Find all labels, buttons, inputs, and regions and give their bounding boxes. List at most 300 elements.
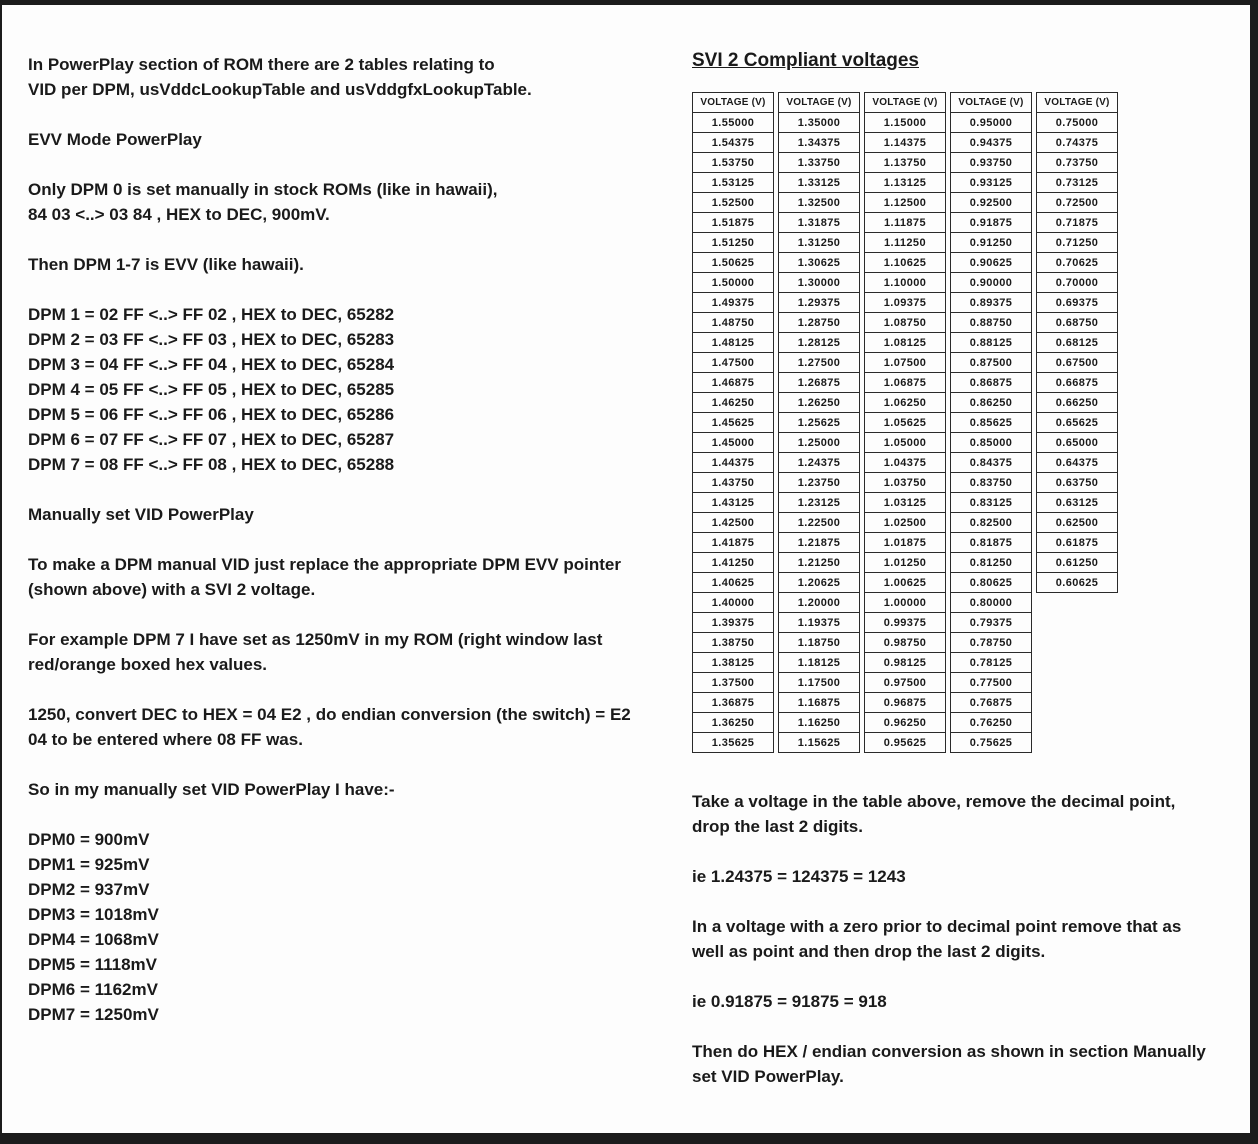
table-row xyxy=(779,613,860,633)
voltage-cell: 1.22500 xyxy=(779,513,860,533)
voltage-cell: 0.73125 xyxy=(1037,173,1118,193)
table-row xyxy=(779,293,860,313)
table-row xyxy=(1037,353,1118,373)
left-paragraph-4-line-5: DPM 6 = 07 FF <..> FF 07 , HEX to DEC, 65287 xyxy=(28,430,395,449)
voltage-cell: 0.92500 xyxy=(951,193,1032,213)
table-row xyxy=(693,573,774,593)
left-paragraph-10-line-0: DPM0 = 900mV xyxy=(28,830,150,849)
table-row xyxy=(951,393,1032,413)
left-paragraph-5-line-0: Manually set VID PowerPlay xyxy=(28,505,254,524)
voltage-cell: 1.13125 xyxy=(865,173,946,193)
voltage-column-1 xyxy=(778,92,860,753)
table-row xyxy=(779,173,860,193)
voltage-cell: 0.81875 xyxy=(951,533,1032,553)
voltage-header-row xyxy=(865,93,946,113)
table-row xyxy=(1037,273,1118,293)
left-paragraph-2-line-1: 84 03 <..> 03 84 , HEX to DEC, 900mV. xyxy=(28,205,330,224)
table-row xyxy=(1037,213,1118,233)
voltage-cell: 0.76875 xyxy=(951,693,1032,713)
left-paragraph-7-line-0: For example DPM 7 I have set as 1250mV in my ROM (right window last xyxy=(28,630,603,649)
voltage-cell: 1.25000 xyxy=(779,433,860,453)
table-row xyxy=(779,593,860,613)
voltage-cell: 1.36250 xyxy=(693,713,774,733)
table-row xyxy=(865,613,946,633)
voltage-column-header: VOLTAGE (V) xyxy=(951,93,1032,113)
table-row xyxy=(951,193,1032,213)
table-row xyxy=(865,593,946,613)
left-paragraph-9-line-0: So in my manually set VID PowerPlay I have:- xyxy=(28,780,395,799)
table-row xyxy=(779,453,860,473)
voltage-header-row xyxy=(693,93,774,113)
table-row xyxy=(951,593,1032,613)
voltage-cell: 0.67500 xyxy=(1037,353,1118,373)
table-row xyxy=(951,633,1032,653)
voltage-cell: 0.78125 xyxy=(951,653,1032,673)
table-row xyxy=(865,413,946,433)
voltage-cell: 0.63125 xyxy=(1037,493,1118,513)
left-paragraph-4-line-6: DPM 7 = 08 FF <..> FF 08 , HEX to DEC, 65288 xyxy=(28,455,395,474)
table-row xyxy=(1037,413,1118,433)
table-row xyxy=(951,473,1032,493)
table-row xyxy=(693,333,774,353)
table-row xyxy=(779,193,860,213)
voltage-cell: 1.12500 xyxy=(865,193,946,213)
table-row xyxy=(865,233,946,253)
voltage-cell: 1.41875 xyxy=(693,533,774,553)
table-row xyxy=(779,573,860,593)
table-row xyxy=(779,393,860,413)
voltage-column-header: VOLTAGE (V) xyxy=(779,93,860,113)
voltage-cell: 1.36875 xyxy=(693,693,774,713)
voltage-cell: 1.26250 xyxy=(779,393,860,413)
voltage-cell: 0.99375 xyxy=(865,613,946,633)
left-paragraph-9 xyxy=(28,777,678,802)
table-row xyxy=(693,613,774,633)
voltage-cell: 1.20000 xyxy=(779,593,860,613)
left-paragraph-0-line-1: VID per DPM, usVddcLookupTable and usVddgfxLookupTable. xyxy=(28,80,532,99)
table-row xyxy=(865,453,946,473)
left-paragraph-8 xyxy=(28,702,678,752)
voltage-cell: 1.47500 xyxy=(693,353,774,373)
voltage-cell: 0.78750 xyxy=(951,633,1032,653)
table-row xyxy=(779,693,860,713)
table-row xyxy=(865,653,946,673)
voltage-cell: 0.96875 xyxy=(865,693,946,713)
table-row xyxy=(865,633,946,653)
table-row xyxy=(951,653,1032,673)
note-paragraph-3 xyxy=(692,989,1252,1014)
table-row xyxy=(693,653,774,673)
voltage-cell: 0.87500 xyxy=(951,353,1032,373)
voltage-cell: 1.54375 xyxy=(693,133,774,153)
voltage-cell: 1.46250 xyxy=(693,393,774,413)
table-row xyxy=(693,293,774,313)
table-row xyxy=(951,493,1032,513)
table-row xyxy=(779,533,860,553)
table-row xyxy=(951,573,1032,593)
voltage-cell: 1.48750 xyxy=(693,313,774,333)
table-row xyxy=(693,493,774,513)
voltage-cell: 0.75625 xyxy=(951,733,1032,753)
voltage-cell: 1.55000 xyxy=(693,113,774,133)
voltage-cell: 1.24375 xyxy=(779,453,860,473)
table-row xyxy=(1037,253,1118,273)
table-row xyxy=(779,233,860,253)
page-border-bottom xyxy=(0,1133,1258,1144)
voltage-cell: 1.06875 xyxy=(865,373,946,393)
voltage-cell: 1.18750 xyxy=(779,633,860,653)
voltage-cell: 1.15625 xyxy=(779,733,860,753)
table-row xyxy=(779,313,860,333)
left-paragraph-6 xyxy=(28,552,678,602)
voltage-cell: 1.11875 xyxy=(865,213,946,233)
voltage-cell: 1.02500 xyxy=(865,513,946,533)
left-paragraph-4 xyxy=(28,302,678,477)
table-row xyxy=(951,213,1032,233)
table-row xyxy=(693,413,774,433)
voltage-cell: 0.91875 xyxy=(951,213,1032,233)
table-row xyxy=(1037,513,1118,533)
voltage-cell: 0.88750 xyxy=(951,313,1032,333)
voltage-cell: 0.82500 xyxy=(951,513,1032,533)
voltage-column-header: VOLTAGE (V) xyxy=(1037,93,1118,113)
table-row xyxy=(1037,553,1118,573)
table-row xyxy=(693,453,774,473)
voltage-cell: 0.68750 xyxy=(1037,313,1118,333)
table-row xyxy=(1037,313,1118,333)
note-paragraph-0-line-1: drop the last 2 digits. xyxy=(692,817,863,836)
left-paragraph-10-line-3: DPM3 = 1018mV xyxy=(28,905,159,924)
table-row xyxy=(865,433,946,453)
note-paragraph-1 xyxy=(692,864,1252,889)
table-row xyxy=(865,213,946,233)
left-paragraph-1 xyxy=(28,127,678,152)
voltage-cell: 0.85625 xyxy=(951,413,1032,433)
table-row xyxy=(951,153,1032,173)
voltage-column-2 xyxy=(864,92,946,753)
voltage-cell: 1.46875 xyxy=(693,373,774,393)
table-row xyxy=(951,553,1032,573)
left-paragraph-7-line-1: red/orange boxed hex values. xyxy=(28,655,268,674)
svi2-voltages-title: SVI 2 Compliant voltages xyxy=(692,50,919,71)
voltage-cell: 0.98125 xyxy=(865,653,946,673)
table-row xyxy=(951,233,1032,253)
left-paragraph-5 xyxy=(28,502,678,527)
voltage-cell: 1.48125 xyxy=(693,333,774,353)
voltage-cell: 1.23125 xyxy=(779,493,860,513)
voltage-cell: 1.26875 xyxy=(779,373,860,393)
table-row xyxy=(865,113,946,133)
table-row xyxy=(865,513,946,533)
voltage-cell: 1.06250 xyxy=(865,393,946,413)
left-paragraph-4-line-2: DPM 3 = 04 FF <..> FF 04 , HEX to DEC, 65284 xyxy=(28,355,395,374)
voltage-column-0 xyxy=(692,92,774,753)
voltage-cell: 0.85000 xyxy=(951,433,1032,453)
voltage-cell: 0.81250 xyxy=(951,553,1032,573)
table-row xyxy=(1037,173,1118,193)
voltage-cell: 1.50000 xyxy=(693,273,774,293)
voltage-cell: 1.17500 xyxy=(779,673,860,693)
voltage-cell: 0.86250 xyxy=(951,393,1032,413)
voltage-cell: 1.23750 xyxy=(779,473,860,493)
table-row xyxy=(693,533,774,553)
left-paragraph-10-line-5: DPM5 = 1118mV xyxy=(28,955,158,974)
table-row xyxy=(1037,533,1118,553)
voltage-cell: 1.32500 xyxy=(779,193,860,213)
table-row xyxy=(779,553,860,573)
table-row xyxy=(693,253,774,273)
voltage-cell: 1.10000 xyxy=(865,273,946,293)
table-row xyxy=(779,413,860,433)
table-row xyxy=(1037,453,1118,473)
voltage-cell: 0.83125 xyxy=(951,493,1032,513)
table-row xyxy=(1037,573,1118,593)
voltage-cell: 0.95625 xyxy=(865,733,946,753)
voltage-cell: 1.00000 xyxy=(865,593,946,613)
table-row xyxy=(865,273,946,293)
table-row xyxy=(865,293,946,313)
voltage-conversion-notes xyxy=(692,789,1252,1089)
voltage-cell: 0.75000 xyxy=(1037,113,1118,133)
table-row xyxy=(865,553,946,573)
voltage-cell: 0.77500 xyxy=(951,673,1032,693)
voltage-cell: 0.86875 xyxy=(951,373,1032,393)
voltage-cell: 1.51875 xyxy=(693,213,774,233)
table-row xyxy=(693,473,774,493)
voltage-cell: 1.14375 xyxy=(865,133,946,153)
table-row xyxy=(951,533,1032,553)
table-row xyxy=(1037,393,1118,413)
voltage-cell: 0.71875 xyxy=(1037,213,1118,233)
table-row xyxy=(865,473,946,493)
table-row xyxy=(693,733,774,753)
table-row xyxy=(865,673,946,693)
left-paragraph-7 xyxy=(28,627,678,677)
voltage-cell: 1.45625 xyxy=(693,413,774,433)
left-paragraph-10-line-4: DPM4 = 1068mV xyxy=(28,930,159,949)
voltage-cell: 0.64375 xyxy=(1037,453,1118,473)
voltage-cell: 0.97500 xyxy=(865,673,946,693)
voltage-cell: 1.49375 xyxy=(693,293,774,313)
left-paragraph-1-line-0: EVV Mode PowerPlay xyxy=(28,130,202,149)
voltage-cell: 0.84375 xyxy=(951,453,1032,473)
voltage-cell: 1.08125 xyxy=(865,333,946,353)
table-row xyxy=(779,493,860,513)
right-column xyxy=(692,50,1252,1114)
table-row xyxy=(693,233,774,253)
voltage-cell: 1.21250 xyxy=(779,553,860,573)
note-paragraph-1-line-0: ie 1.24375 = 124375 = 1243 xyxy=(692,867,906,886)
table-row xyxy=(1037,193,1118,213)
voltage-cell: 0.72500 xyxy=(1037,193,1118,213)
table-row xyxy=(951,333,1032,353)
table-row xyxy=(779,673,860,693)
voltage-cell: 1.20625 xyxy=(779,573,860,593)
voltage-cell: 1.30000 xyxy=(779,273,860,293)
voltage-cell: 1.30625 xyxy=(779,253,860,273)
table-row xyxy=(693,553,774,573)
voltage-cell: 0.71250 xyxy=(1037,233,1118,253)
voltage-cell: 0.74375 xyxy=(1037,133,1118,153)
voltage-cell: 1.42500 xyxy=(693,513,774,533)
voltage-cell: 1.28125 xyxy=(779,333,860,353)
left-paragraph-4-line-0: DPM 1 = 02 FF <..> FF 02 , HEX to DEC, 65282 xyxy=(28,305,395,324)
voltage-cell: 1.37500 xyxy=(693,673,774,693)
voltage-cell: 0.70625 xyxy=(1037,253,1118,273)
voltage-cell: 0.61250 xyxy=(1037,553,1118,573)
voltage-cell: 1.00625 xyxy=(865,573,946,593)
voltage-cell: 1.43750 xyxy=(693,473,774,493)
table-row xyxy=(951,673,1032,693)
table-row xyxy=(951,373,1032,393)
table-row xyxy=(951,513,1032,533)
voltage-cell: 1.45000 xyxy=(693,433,774,453)
table-row xyxy=(865,393,946,413)
table-row xyxy=(951,273,1032,293)
table-row xyxy=(779,213,860,233)
table-row xyxy=(865,573,946,593)
table-row xyxy=(951,713,1032,733)
voltage-header-row xyxy=(779,93,860,113)
voltage-header-row xyxy=(1037,93,1118,113)
table-row xyxy=(865,713,946,733)
table-row xyxy=(1037,153,1118,173)
table-row xyxy=(779,653,860,673)
voltage-cell: 1.31875 xyxy=(779,213,860,233)
voltage-column-header: VOLTAGE (V) xyxy=(693,93,774,113)
table-row xyxy=(779,353,860,373)
table-row xyxy=(779,113,860,133)
voltage-cell: 0.65000 xyxy=(1037,433,1118,453)
table-row xyxy=(693,193,774,213)
table-row xyxy=(779,333,860,353)
table-row xyxy=(951,733,1032,753)
left-paragraph-6-line-1: (shown above) with a SVI 2 voltage. xyxy=(28,580,316,599)
left-paragraph-10 xyxy=(28,827,678,1027)
voltage-cell: 1.35000 xyxy=(779,113,860,133)
voltage-cell: 1.07500 xyxy=(865,353,946,373)
voltage-cell: 0.80000 xyxy=(951,593,1032,613)
voltage-cell: 1.13750 xyxy=(865,153,946,173)
voltage-cell: 1.44375 xyxy=(693,453,774,473)
voltage-cell: 1.16250 xyxy=(779,713,860,733)
voltage-cell: 0.96250 xyxy=(865,713,946,733)
voltage-cell: 1.39375 xyxy=(693,613,774,633)
table-row xyxy=(693,273,774,293)
voltage-cell: 0.93750 xyxy=(951,153,1032,173)
voltage-column-3 xyxy=(950,92,1032,753)
voltage-cell: 0.68125 xyxy=(1037,333,1118,353)
table-row xyxy=(951,173,1032,193)
voltage-cell: 0.61875 xyxy=(1037,533,1118,553)
voltage-column-header: VOLTAGE (V) xyxy=(865,93,946,113)
voltage-cell: 1.33750 xyxy=(779,153,860,173)
voltage-cell: 0.94375 xyxy=(951,133,1032,153)
table-row xyxy=(865,493,946,513)
note-paragraph-0-line-0: Take a voltage in the table above, remove the decimal point, xyxy=(692,792,1176,811)
table-row xyxy=(1037,373,1118,393)
voltage-cell: 1.40000 xyxy=(693,593,774,613)
table-row xyxy=(779,133,860,153)
note-paragraph-0 xyxy=(692,789,1252,839)
voltage-cell: 1.01875 xyxy=(865,533,946,553)
table-row xyxy=(951,613,1032,633)
voltage-cell: 1.28750 xyxy=(779,313,860,333)
table-row xyxy=(865,153,946,173)
voltage-cell: 0.80625 xyxy=(951,573,1032,593)
voltage-cell: 1.53750 xyxy=(693,153,774,173)
table-row xyxy=(779,273,860,293)
table-row xyxy=(779,253,860,273)
table-row xyxy=(865,693,946,713)
table-row xyxy=(693,693,774,713)
table-row xyxy=(693,213,774,233)
left-paragraph-4-line-4: DPM 5 = 06 FF <..> FF 06 , HEX to DEC, 65286 xyxy=(28,405,395,424)
left-paragraph-3 xyxy=(28,252,678,277)
table-row xyxy=(865,133,946,153)
table-row xyxy=(865,373,946,393)
voltage-cell: 1.52500 xyxy=(693,193,774,213)
note-paragraph-2-line-0: In a voltage with a zero prior to decimal point remove that as xyxy=(692,917,1182,936)
voltage-cell: 1.08750 xyxy=(865,313,946,333)
left-paragraph-10-line-6: DPM6 = 1162mV xyxy=(28,980,158,999)
table-row xyxy=(779,733,860,753)
voltage-cell: 1.33125 xyxy=(779,173,860,193)
voltage-cell: 1.35625 xyxy=(693,733,774,753)
left-paragraph-4-line-1: DPM 2 = 03 FF <..> FF 03 , HEX to DEC, 65283 xyxy=(28,330,395,349)
table-row xyxy=(865,173,946,193)
voltage-cell: 0.79375 xyxy=(951,613,1032,633)
left-paragraph-10-line-7: DPM7 = 1250mV xyxy=(28,1005,159,1024)
left-paragraph-0 xyxy=(28,52,678,102)
table-row xyxy=(1037,473,1118,493)
table-row xyxy=(951,253,1032,273)
voltage-cell: 1.05000 xyxy=(865,433,946,453)
voltage-cell: 1.40625 xyxy=(693,573,774,593)
voltage-cell: 1.27500 xyxy=(779,353,860,373)
note-paragraph-4-line-1: set VID PowerPlay. xyxy=(692,1067,844,1086)
voltage-cell: 0.66250 xyxy=(1037,393,1118,413)
voltage-header-row xyxy=(951,93,1032,113)
table-row xyxy=(951,313,1032,333)
voltage-cell: 0.65625 xyxy=(1037,413,1118,433)
voltage-cell: 0.73750 xyxy=(1037,153,1118,173)
left-paragraph-6-line-0: To make a DPM manual VID just replace the appropriate DPM EVV pointer xyxy=(28,555,621,574)
voltage-cell: 1.31250 xyxy=(779,233,860,253)
table-row xyxy=(865,353,946,373)
table-row xyxy=(951,113,1032,133)
table-row xyxy=(865,193,946,213)
table-row xyxy=(693,593,774,613)
voltage-cell: 1.29375 xyxy=(779,293,860,313)
table-row xyxy=(693,433,774,453)
table-row xyxy=(693,513,774,533)
table-row xyxy=(951,433,1032,453)
note-paragraph-2-line-1: well as point and then drop the last 2 digits. xyxy=(692,942,1046,961)
table-row xyxy=(951,413,1032,433)
voltage-cell: 0.98750 xyxy=(865,633,946,653)
voltage-cell: 1.10625 xyxy=(865,253,946,273)
voltage-cell: 0.63750 xyxy=(1037,473,1118,493)
left-paragraph-0-line-0: In PowerPlay section of ROM there are 2 tables relating to xyxy=(28,55,495,74)
left-paragraph-8-line-0: 1250, convert DEC to HEX = 04 E2 , do endian conversion (the switch) = E2 xyxy=(28,705,631,724)
page-border-top xyxy=(0,0,1258,5)
left-paragraph-2 xyxy=(28,177,678,227)
note-paragraph-4-line-0: Then do HEX / endian conversion as shown in section Manually xyxy=(692,1042,1206,1061)
table-row xyxy=(693,133,774,153)
left-paragraph-10-line-2: DPM2 = 937mV xyxy=(28,880,150,899)
voltage-cell: 1.38125 xyxy=(693,653,774,673)
